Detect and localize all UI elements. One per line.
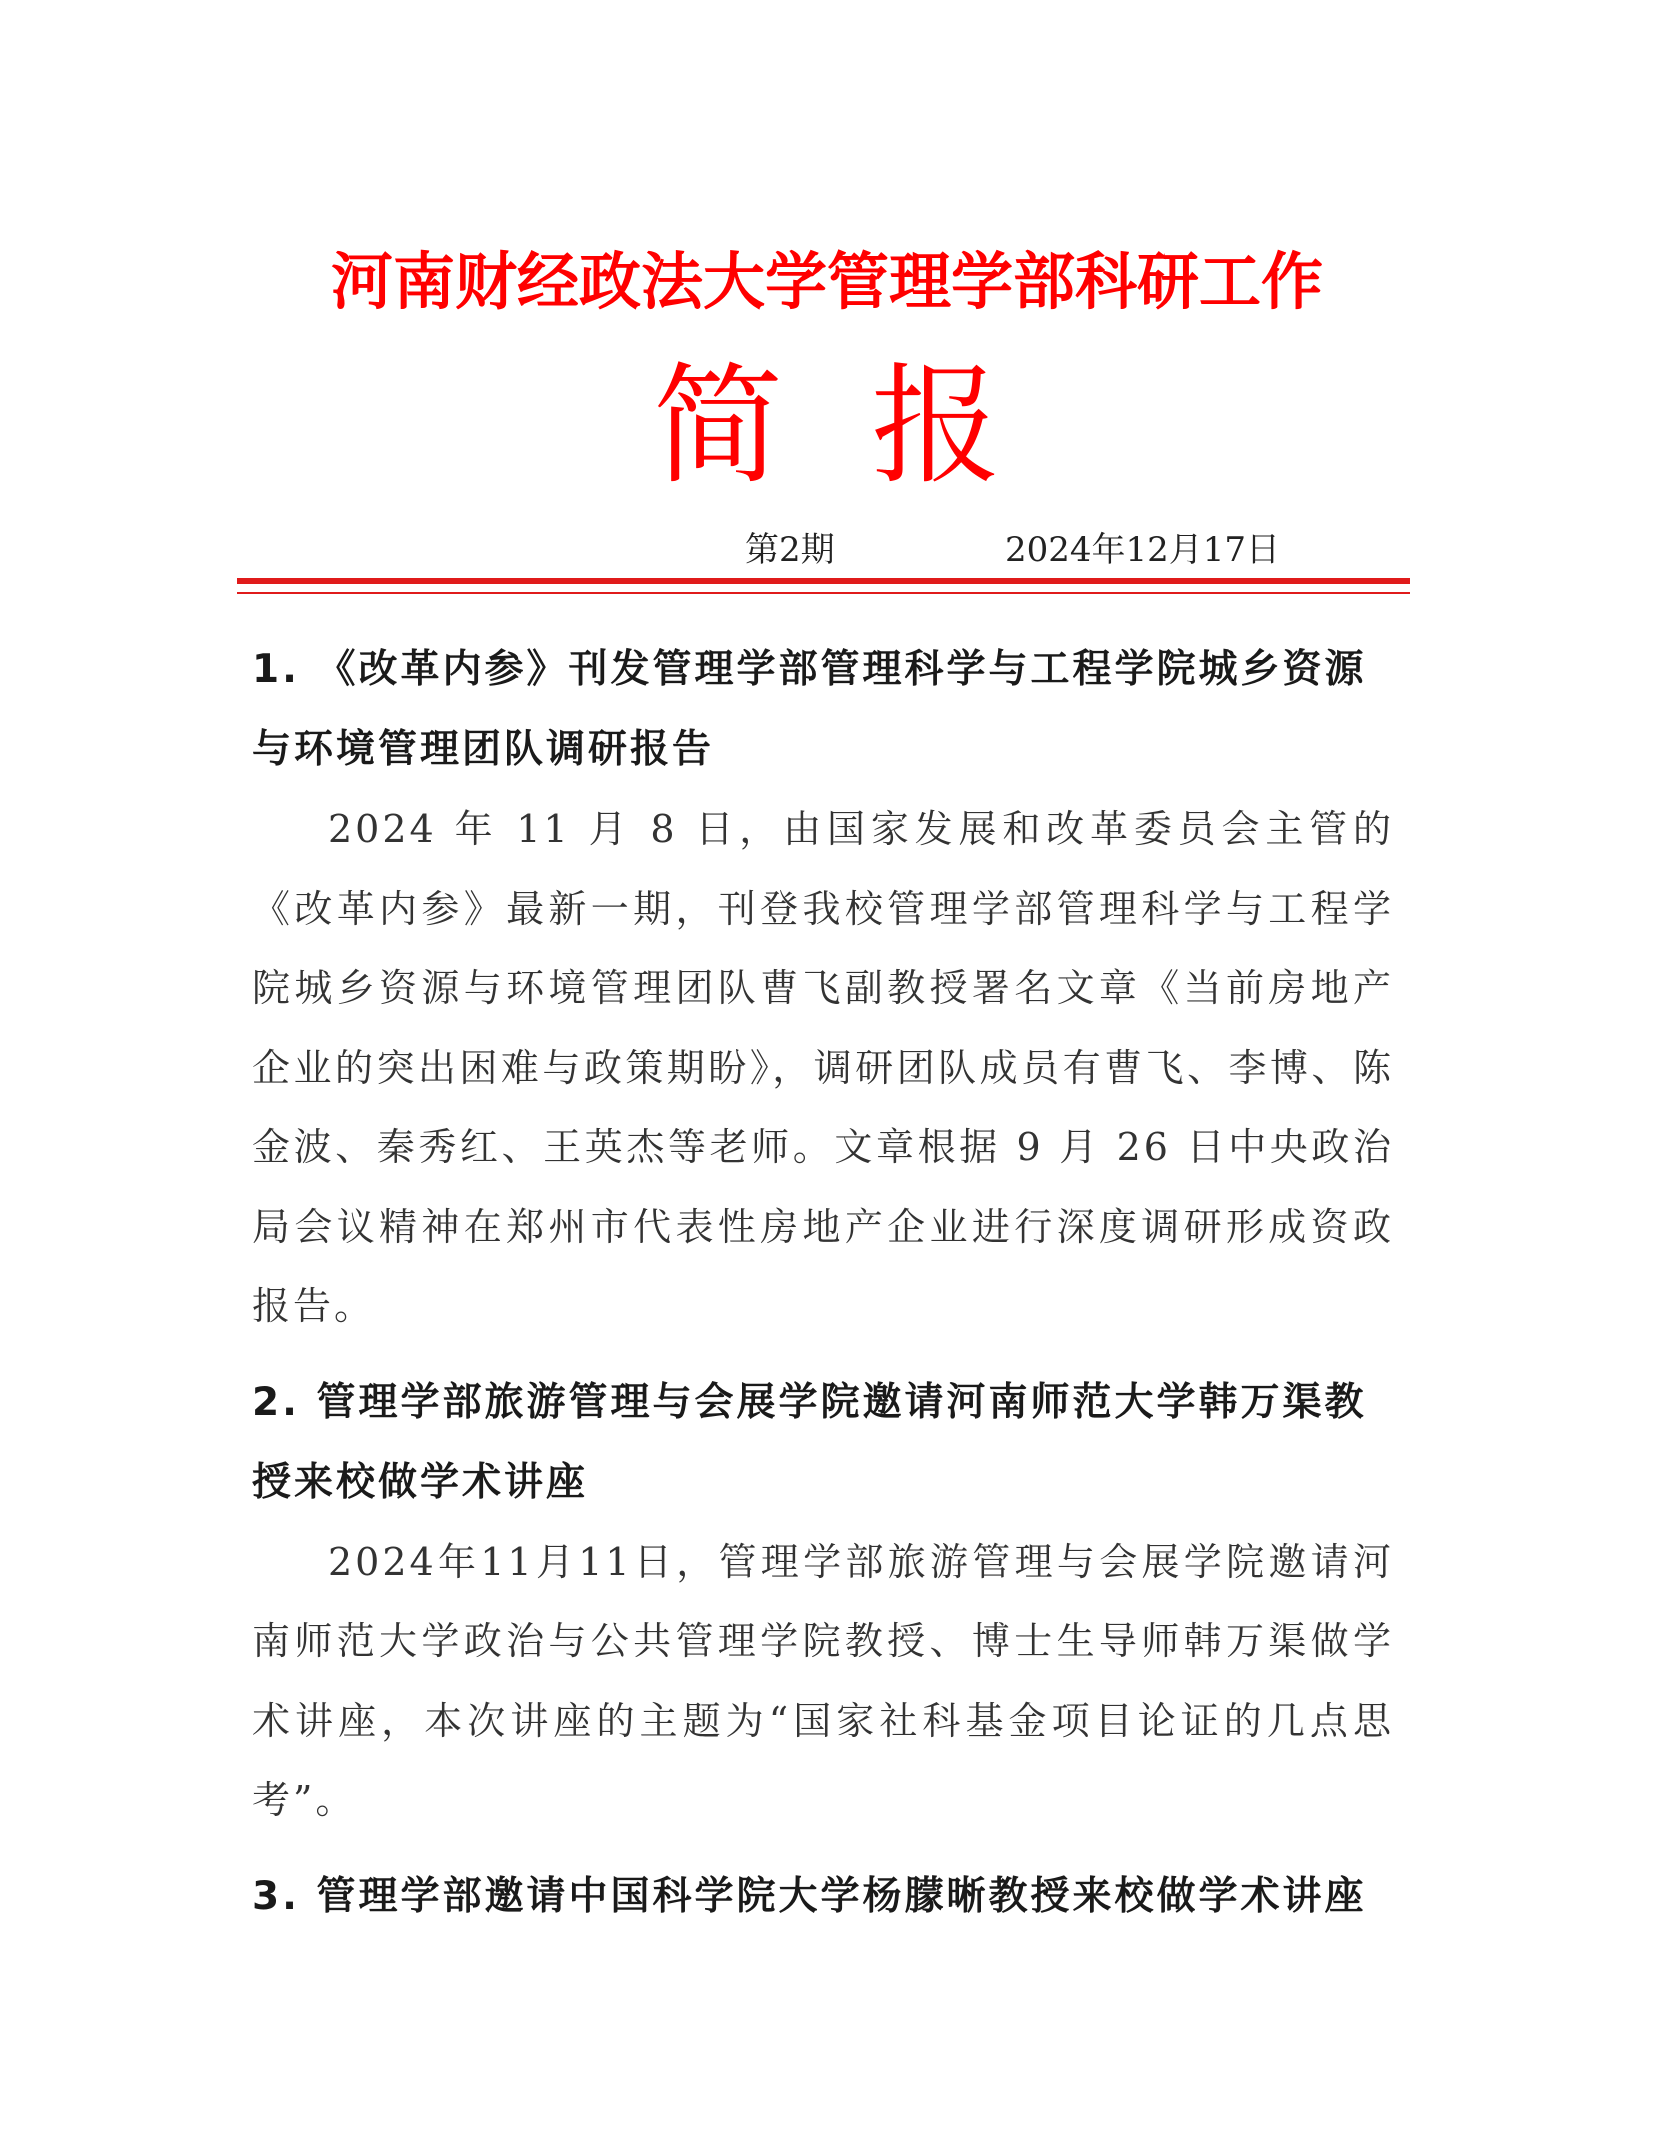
bulletin-content	[252, 630, 1394, 1937]
header-divider-thin	[237, 592, 1410, 594]
issue-number: 第2期	[745, 530, 835, 570]
section-body: 2024年11月11日，管理学部旅游管理与会展学院邀请河南师范大学政治与公共管理学院教授、博士生导师韩万渠做学术讲座，本次讲座的主题为“国家社科基金项目论证的几点思考”。	[252, 1539, 1394, 1822]
issue-date: 2024年12月17日	[1005, 530, 1281, 570]
section-heading: 3. 管理学部邀请中国科学院大学杨朦晰教授来校做学术讲座	[252, 1873, 1367, 1919]
section-heading: 2. 管理学部旅游管理与会展学院邀请河南师范大学韩万渠教授来校做学术讲座	[252, 1379, 1367, 1505]
bulletin-subtitle: 简报	[652, 350, 1089, 502]
section-body: 2024 年 11 月 8 日，由国家发展和改革委员会主管的《改革内参》最新一期，刊登我校管理学部管理科学与工程学院城乡资源与环境管理团队曹飞副教授署名文章《当前房地产企业的突出困难与政策期盼》，调研团队成员有曹飞、李博、陈金波、秦秀红、王英杰等老师。文章根据 9 月 26 日中央政治局会议精神在郑州市代表性房地产企业进行深度调研形成资政报告。	[252, 807, 1394, 1328]
bulletin-title: 河南财经政法大学管理学部科研工作	[330, 245, 1323, 318]
header-divider-thick	[237, 578, 1410, 584]
section-heading: 1. 《改革内参》刊发管理学部管理科学与工程学院城乡资源与环境管理团队调研报告	[252, 647, 1367, 772]
